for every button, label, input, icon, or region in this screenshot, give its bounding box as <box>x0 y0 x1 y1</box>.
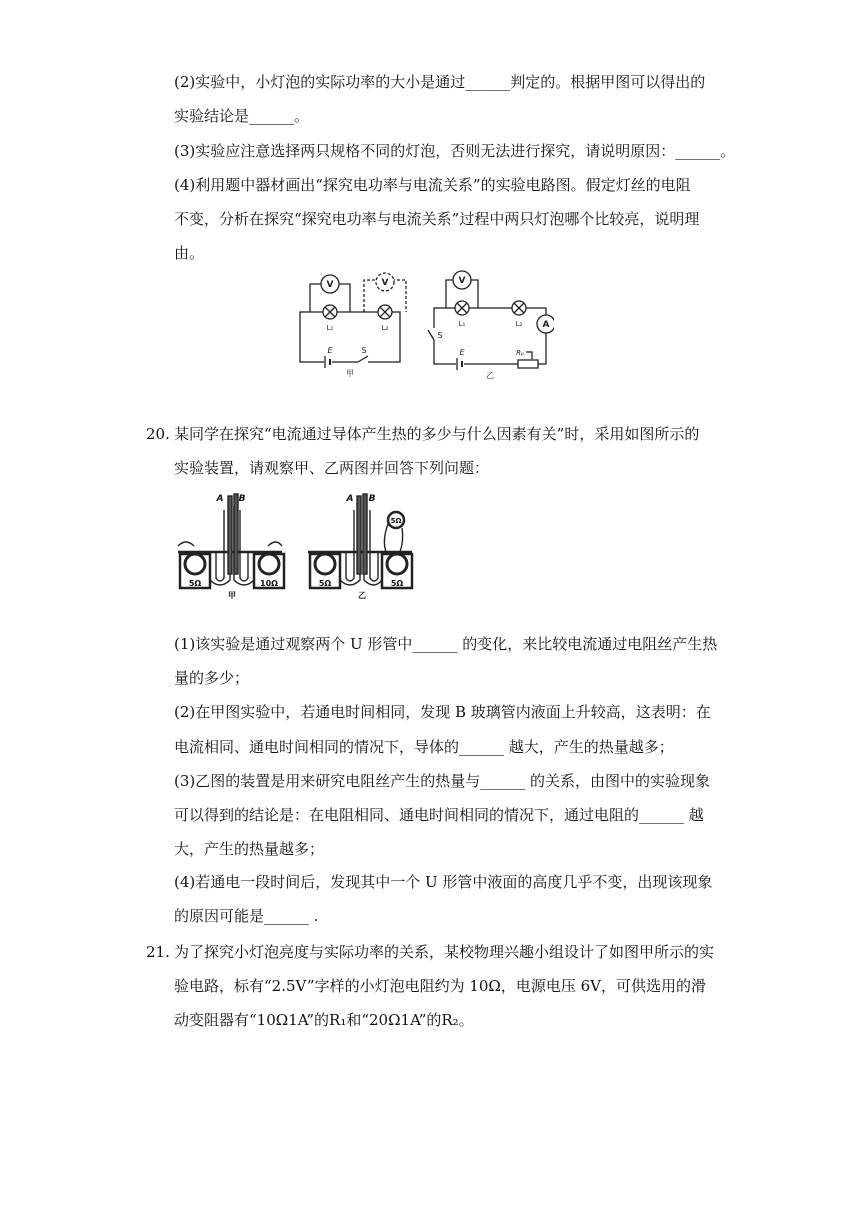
resistor-5-label-jia: 5Ω <box>188 579 202 588</box>
tube-b-label-yi: B <box>368 494 376 504</box>
resistor-10-label-jia: 10Ω <box>260 579 278 588</box>
l1-label-yi: L₁ <box>458 320 466 328</box>
figure-label-yi: 乙 <box>486 371 494 380</box>
resistor-right-label-yi: 5Ω <box>390 579 404 588</box>
battery-label-jia: E <box>327 346 333 355</box>
q20-part2-line1: (2)在甲图实验中，若通电时间相同，发现 B 玻璃管内液面上升较高，这表明：在 <box>174 703 711 721</box>
q20-part4-line2: 的原因可能是______ . <box>174 907 319 925</box>
q20-part3-line3: 大，产生的热量越多； <box>174 840 325 858</box>
q21-stem-line2: 验电路，标有“2.5V”字样的小灯泡电阻约为 10Ω，电源电压 6V，可供选用的滑 <box>174 977 707 995</box>
heating-apparatus-diagram <box>176 490 416 600</box>
voltmeter-label: V <box>326 280 334 290</box>
figure-label-jia: 甲 <box>228 591 236 600</box>
l2-label-jia: L₂ <box>381 324 389 332</box>
tube-a-label-jia: A <box>216 494 224 504</box>
q20-part1-line2: 量的多少； <box>174 669 250 687</box>
q20-part4-line1: (4)若通电一段时间后，发现其中一个 U 形管中液面的高度几乎不变，出现该现象 <box>174 873 713 891</box>
resistor-external-label: 5Ω <box>390 517 402 525</box>
q19-part4-line1: (4)利用题中器材画出“探究电功率与电流关系”的实验电路图。假定灯丝的电阻 <box>174 176 691 194</box>
l2-label-yi: L₂ <box>515 320 523 328</box>
switch-label-jia: S <box>361 346 367 355</box>
q20-stem-line2: 实验装置，请观察甲、乙两图并回答下列问题： <box>174 459 490 477</box>
q21-number: 21. <box>146 943 170 961</box>
q19-part3: (3)实验应注意选择两只规格不同的灯泡，否则无法进行探究，请说明原因：______。 <box>174 142 736 160</box>
voltmeter-dashed-label: V <box>381 278 389 288</box>
ammeter-label: A <box>542 320 550 330</box>
switch-label-yi: S <box>437 331 443 340</box>
q21-stem-line3: 动变阻器有“10Ω1A”的R₁和“20Ω1A”的R₂。 <box>174 1011 474 1029</box>
q19-part4-line2: 不变，分析在探究“探究电功率与电流关系”过程中两只灯泡哪个比较亮，说明理 <box>174 210 700 228</box>
q19-part4-line3: 由。 <box>174 244 205 262</box>
q20-part2-line2: 电流相同、通电时间相同的情况下，导体的______ 越大，产生的热量越多； <box>174 738 674 756</box>
circuit-diagram <box>294 268 554 380</box>
rheostat-label: Rₚ <box>516 349 524 357</box>
figure-label-yi: 乙 <box>358 591 366 600</box>
q21-stem-line1: 为了探究小灯泡亮度与实际功率的关系，某校物理兴趣小组设计了如图甲所示的实 <box>174 943 715 961</box>
q20-number: 20. <box>146 425 170 443</box>
q20-part3-line1: (3)乙图的装置是用来研究电阻丝产生的热量与______ 的关系，由图中的实验现象 <box>174 772 711 790</box>
q19-part2-line2: 实验结论是______。 <box>174 107 310 125</box>
battery-label-yi: E <box>459 348 465 357</box>
q20-part3-line2: 可以得到的结论是：在电阻相同、通电时间相同的情况下，通过电阻的______ 越 <box>174 806 704 824</box>
figure-label-jia: 甲 <box>346 369 354 378</box>
l1-label-jia: L₁ <box>326 324 334 332</box>
tube-a-label-yi: A <box>346 494 354 504</box>
q20-stem-line1: 某同学在探究“电流通过导体产生热的多少与什么因素有关”时，采用如图所示的 <box>174 425 700 443</box>
voltmeter-label-yi: V <box>458 276 466 286</box>
tube-b-label-jia: B <box>238 494 246 504</box>
resistor-left-label-yi: 5Ω <box>318 579 332 588</box>
q20-part1-line1: (1)该实验是通过观察两个 U 形管中______ 的变化，来比较电流通过电阻丝产生热 <box>174 635 718 653</box>
q19-part2-line1: (2)实验中，小灯泡的实际功率的大小是通过______判定的。根据甲图可以得出的 <box>174 73 706 91</box>
